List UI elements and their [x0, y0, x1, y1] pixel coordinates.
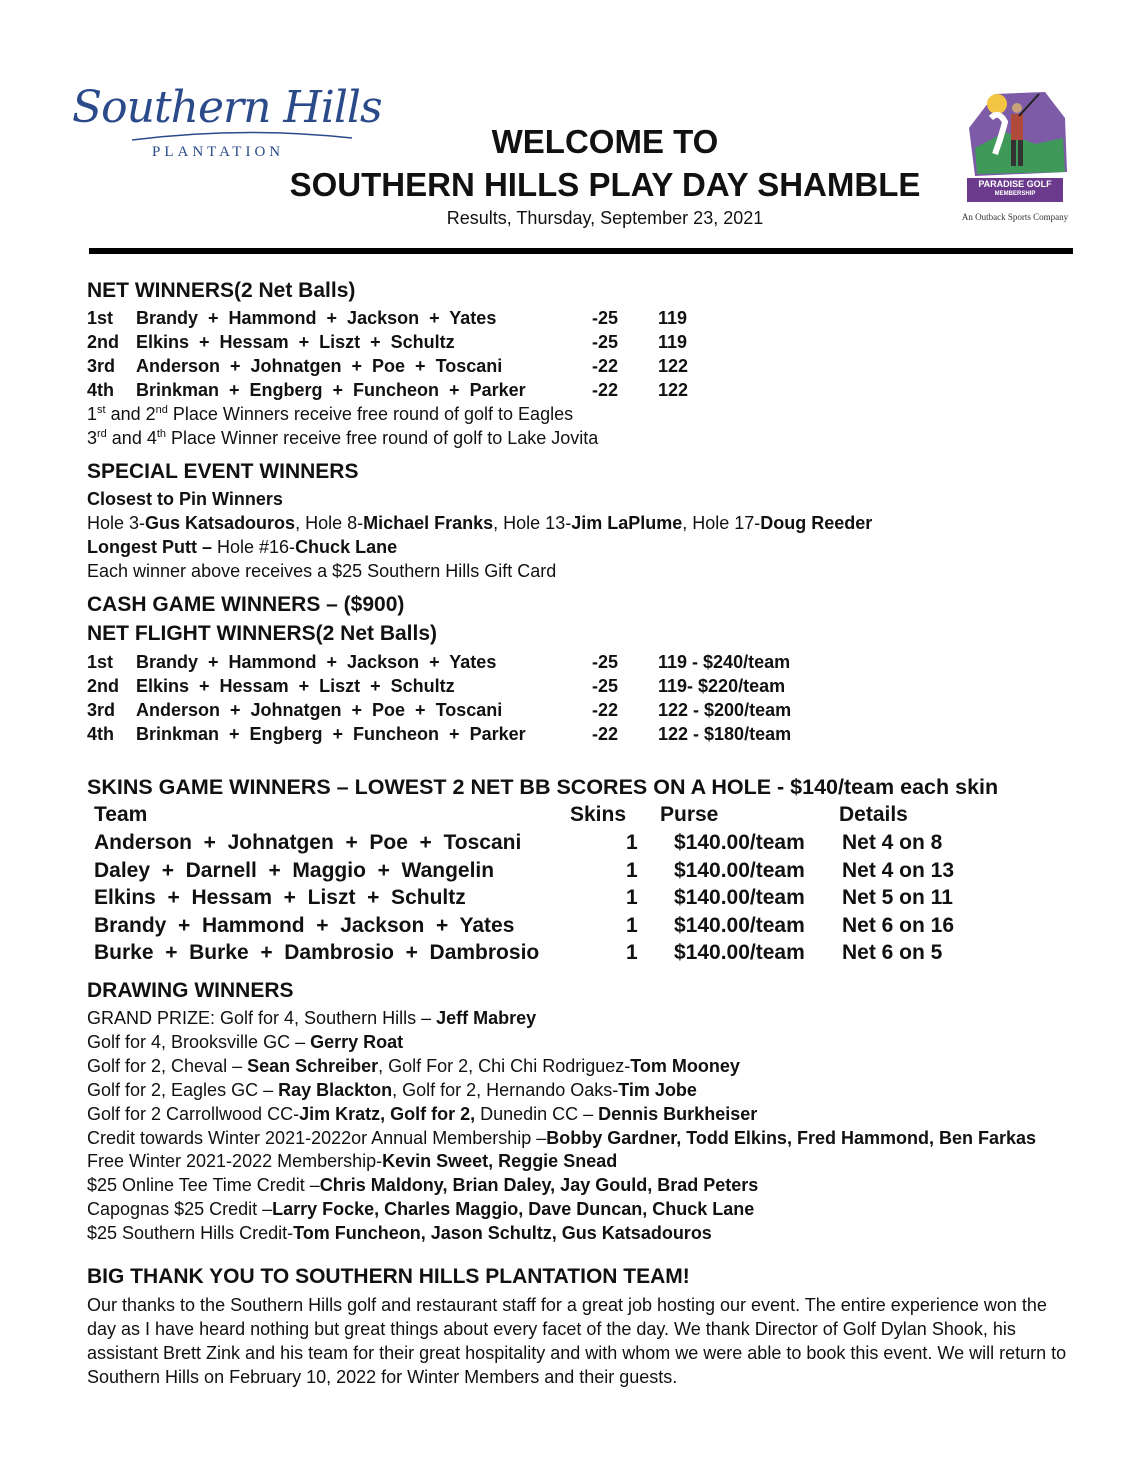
team-names: Brandy + Hammond + Jackson + Yates — [94, 913, 515, 937]
purse: $140.00/team — [674, 858, 805, 882]
net-score: -25 — [592, 308, 619, 328]
skins-heading: SKINS GAME WINNERS – LOWEST 2 NET BB SCORES ON A HOLE - $140/team each skin — [87, 775, 999, 799]
net-score: -22 — [592, 700, 619, 720]
prize: 119- $220/team — [658, 676, 786, 696]
special-event-note: Each winner above receives a $25 Southern Hills Gift Card — [87, 561, 557, 581]
place: 2nd — [87, 332, 120, 352]
prize-text: Golf for 2, Eagles GC – — [87, 1079, 279, 1100]
place: 3rd — [87, 700, 116, 720]
header-divider — [89, 248, 1073, 254]
note-text: Place Winner receive free round of golf to Lake Jovita — [166, 428, 599, 448]
hole-label: Hole 3- — [87, 513, 146, 533]
winner-name: Gus Katsadouros — [145, 513, 296, 533]
net-score: -25 — [592, 652, 619, 672]
gross-total: 122 — [658, 356, 689, 376]
details: Net 4 on 13 — [842, 858, 955, 882]
gross-total: 122 — [658, 380, 689, 400]
team-names: Burke + Burke + Dambrosio + Dambrosio — [94, 941, 540, 965]
winner-name: Jeff Mabrey — [436, 1008, 537, 1028]
prize-text: GRAND PRIZE: Golf for 4, Southern Hills – — [87, 1008, 437, 1028]
longest-putt-label: Longest Putt – — [87, 537, 212, 557]
note-text: and 4 — [106, 428, 157, 448]
hole-label: Hole #16- — [212, 537, 296, 557]
drawing-line — [87, 1126, 1036, 1150]
col-details: Details — [839, 803, 908, 826]
place: 4th — [87, 380, 114, 400]
paradise-golf-logo — [955, 88, 1073, 228]
team-names: Brandy + Hammond + Jackson + Yates — [136, 652, 497, 672]
details: Net 6 on 5 — [842, 941, 943, 965]
prize-text: Capognas $25 Credit – — [87, 1199, 273, 1220]
drawing-line — [87, 1149, 617, 1173]
page-title-line2: SOUTHERN HILLS PLAY DAY SHAMBLE — [289, 166, 921, 203]
logo-badge — [967, 178, 1063, 202]
prize-text: Free Winter 2021-2022 Membership- — [87, 1151, 383, 1172]
winner-name: Michael Franks — [363, 513, 494, 533]
drawing-line — [87, 1197, 754, 1221]
winner-name: Kevin Sweet, Reggie Snead — [382, 1151, 618, 1172]
note-sup: nd — [155, 404, 168, 416]
team-names: Anderson + Johnatgen + Poe + Toscani — [94, 831, 522, 854]
skins-count: 1 — [626, 858, 638, 882]
drawing-line — [87, 1030, 403, 1054]
prize: 122 - $200/team — [658, 700, 792, 720]
net-winners-heading: NET WINNERS(2 Net Balls) — [87, 279, 356, 302]
note-text: Place Winners receive free round of golf to Eagles — [167, 404, 574, 424]
team-names: Elkins + Hessam + Liszt + Schultz — [94, 886, 466, 910]
prize-text: Dunedin CC – — [475, 1103, 599, 1124]
prize: 122 - $180/team — [658, 724, 792, 744]
prize-text: , Golf For 2, Chi Chi Rodriguez- — [378, 1055, 631, 1076]
logo-script-text: Southern Hills — [72, 82, 382, 133]
prize-text: Golf for 4, Brooksville GC – — [87, 1031, 311, 1052]
prize-text: $25 Online Tee Time Credit – — [87, 1175, 320, 1196]
details: Net 4 on 8 — [842, 831, 943, 854]
closest-to-pin-heading: Closest to Pin Winners — [87, 489, 283, 509]
winner-name: Ray Blackton — [278, 1079, 393, 1100]
place: 4th — [87, 724, 114, 744]
team-names: Elkins + Hessam + Liszt + Schultz — [136, 676, 455, 696]
prize-text: Golf for 2 Carrollwood CC- — [87, 1103, 300, 1124]
net-score: -22 — [592, 356, 619, 376]
gross-total: 119 — [658, 332, 688, 352]
col-skins: Skins — [570, 803, 627, 826]
prize-text: Golf for 2, Cheval – — [87, 1055, 248, 1076]
cash-game-heading: CASH GAME WINNERS – ($900) — [87, 593, 405, 616]
logo-badge-sub: MEMBERSHIP — [994, 191, 1036, 197]
prize: 119 - $240/team — [658, 652, 791, 672]
winner-name: Sean Schreiber — [247, 1055, 379, 1076]
golfer-icon — [955, 88, 1073, 180]
winner-name: Tim Jobe — [618, 1079, 697, 1100]
drawing-line — [87, 1006, 536, 1030]
place: 2nd — [87, 676, 120, 696]
winner-name: Doug Reeder — [760, 513, 873, 533]
net-score: -25 — [592, 332, 619, 352]
team-names: Elkins + Hessam + Liszt + Schultz — [136, 332, 455, 352]
place: 1st — [87, 652, 114, 672]
net-score: -22 — [592, 380, 619, 400]
net-score: -25 — [592, 676, 619, 696]
details: Net 5 on 11 — [842, 886, 953, 910]
winner-name: Jim Kratz, Golf for 2, — [299, 1103, 476, 1124]
page-subtitle: Results, Thursday, September 23, 2021 — [446, 208, 764, 228]
drawing-line — [87, 1078, 697, 1102]
team-names: Anderson + Johnatgen + Poe + Toscani — [136, 356, 503, 376]
hole-label: , Hole 13- — [493, 513, 572, 533]
note-text: 1 — [87, 404, 98, 424]
logo-badge-name: PARADISE GOLF — [978, 179, 1052, 189]
note-sup: th — [156, 428, 167, 440]
hole-label: , Hole 8- — [295, 513, 364, 533]
drawing-heading: DRAWING WINNERS — [87, 979, 294, 1002]
special-event-heading: SPECIAL EVENT WINNERS — [87, 460, 359, 483]
winner-name: Larry Focke, Charles Maggio, Dave Duncan, Chuck Lane — [272, 1199, 755, 1220]
drawing-line — [87, 1221, 712, 1245]
note-sup: st — [97, 404, 106, 416]
winner-name: Jim LaPlume — [571, 513, 683, 533]
winner-name: Chuck Lane — [295, 537, 398, 557]
purse: $140.00/team — [674, 886, 805, 910]
skins-count: 1 — [626, 913, 638, 937]
net-winners-note-2 — [87, 426, 598, 450]
purse: $140.00/team — [674, 941, 805, 965]
net-winners-note-1 — [87, 402, 573, 426]
note-text: and 2 — [105, 404, 156, 424]
prize-text: $25 Southern Hills Credit- — [87, 1223, 294, 1244]
team-names: Brinkman + Engberg + Funcheon + Parker — [136, 380, 526, 400]
winner-name: Dennis Burkheiser — [598, 1103, 758, 1124]
logo-company-text: An Outback Sports Company — [961, 212, 1069, 222]
logo-subtitle: PLANTATION — [152, 144, 285, 160]
team-names: Brandy + Hammond + Jackson + Yates — [136, 308, 497, 328]
net-flight-heading: NET FLIGHT WINNERS(2 Net Balls) — [87, 622, 438, 645]
thanks-paragraph: Our thanks to the Southern Hills golf and restaurant staff for a great job hosting our event. The entire experience won the day as I have heard nothing but great things about every facet of the day. We thank Director of Golf Dylan Shook, his assistant Brett Zink and his team for their great hospitality and with whom we were able to book this event. We will return to Southern Hills on February 10, 2022 for Winter Members and their guests. — [87, 1295, 1067, 1387]
team-names: Anderson + Johnatgen + Poe + Toscani — [136, 700, 503, 720]
purse: $140.00/team — [674, 831, 805, 854]
col-team: Team — [94, 803, 148, 826]
drawing-line — [87, 1102, 757, 1126]
winner-name: Bobby Gardner, Todd Elkins, Fred Hammond, Ben Farkas — [546, 1127, 1037, 1148]
details: Net 6 on 16 — [842, 913, 955, 937]
place: 3rd — [87, 356, 116, 376]
col-purse: Purse — [660, 803, 719, 826]
page-title-line1: WELCOME TO — [491, 123, 719, 160]
gross-total: 119 — [658, 308, 688, 328]
prize-text: Credit towards Winter 2021-2022or Annual Membership – — [87, 1127, 547, 1148]
note-text: 3 — [87, 428, 98, 448]
drawing-line — [87, 1054, 740, 1078]
thanks-heading: BIG THANK YOU TO SOUTHERN HILLS PLANTATION TEAM! — [87, 1265, 690, 1288]
purse: $140.00/team — [674, 913, 805, 937]
team-names: Brinkman + Engberg + Funcheon + Parker — [136, 724, 526, 744]
net-score: -22 — [592, 724, 619, 744]
skins-count: 1 — [626, 941, 638, 965]
winner-name: Tom Mooney — [630, 1055, 740, 1076]
prize-text: , Golf for 2, Hernando Oaks- — [392, 1079, 619, 1100]
skins-count: 1 — [626, 831, 638, 854]
place: 1st — [87, 308, 114, 328]
closest-to-pin-winners — [87, 511, 872, 535]
winner-name: Tom Funcheon, Jason Schultz, Gus Katsadouros — [293, 1223, 712, 1244]
longest-putt — [87, 535, 397, 559]
hole-label: , Hole 17- — [682, 513, 761, 533]
winner-name: Chris Maldony, Brian Daley, Jay Gould, Brad Peters — [319, 1175, 759, 1196]
winner-name: Gerry Roat — [310, 1031, 404, 1052]
drawing-line — [87, 1173, 758, 1197]
note-sup: rd — [97, 428, 107, 440]
team-names: Daley + Darnell + Maggio + Wangelin — [94, 858, 495, 882]
skins-count: 1 — [626, 886, 638, 910]
